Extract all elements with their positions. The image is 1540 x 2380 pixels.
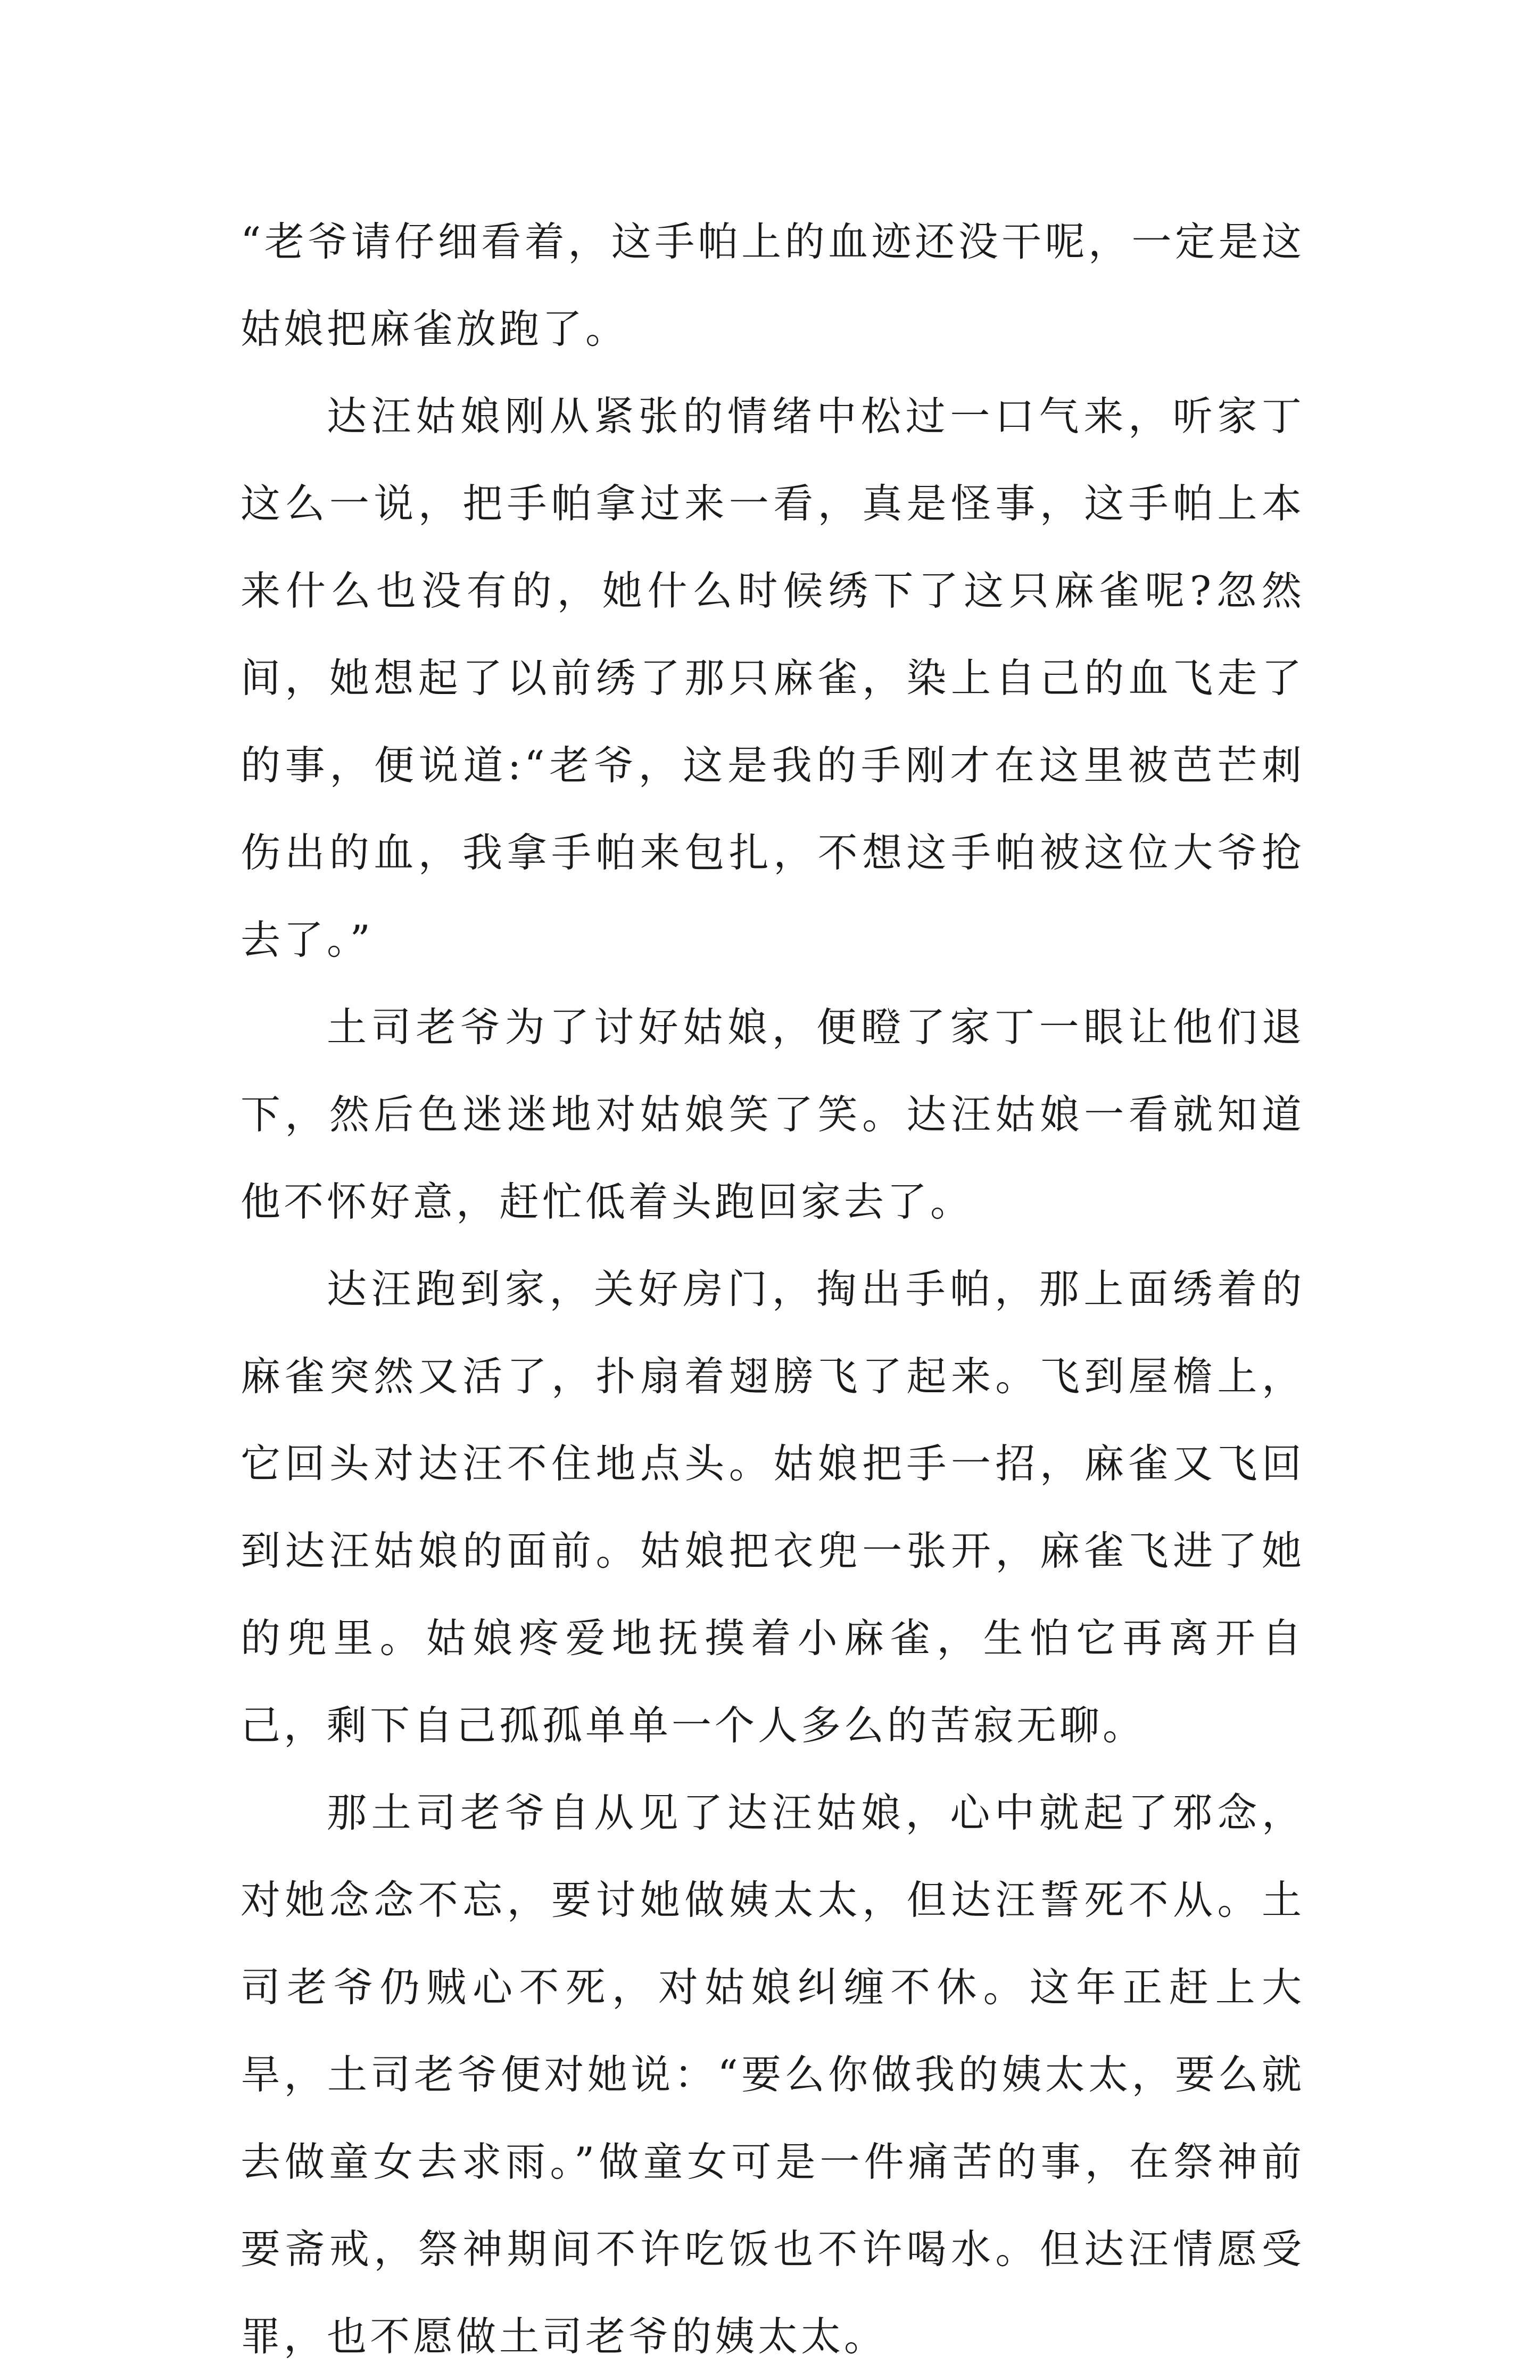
paragraph-3: 土司老爷为了讨好姑娘，便瞪了家丁一眼让他们退下，然后色迷迷地对姑娘笑了笑。达汪姑娘一看就知道他不怀好意，赶忙低着头跑回家去了。 xyxy=(241,1004,1305,1225)
body-text xyxy=(241,198,1305,2380)
paragraph-2: 达汪姑娘刚从紧张的情绪中松过一口气来，听家丁这么一说，把手帕拿过来一看，真是怪事，这手帕上本来什么也没有的，她什么时候绣下了这只麻雀呢?忽然间，她想起了以前绣了那只麻雀，染上自己的血飞走了的事，便说道:“老爷，这是我的手刚才在这里被芭芒刺伤出的血，我拿手帕来包扎，不想这手帕被这位大爷抢去了。” xyxy=(241,393,1305,963)
paragraph-1: “老爷请仔细看着，这手帕上的血迹还没干呢，一定是这姑娘把麻雀放跑了。 xyxy=(241,218,1305,352)
paragraph-4: 达汪跑到家，关好房门，掏出手帕，那上面绣着的麻雀突然又活了，扑扇着翅膀飞了起来。飞到屋檐上，它回头对达汪不住地点头。姑娘把手一招，麻雀又飞回到达汪姑娘的面前。姑娘把衣兜一张开，麻雀飞进了她的兜里。姑娘疼爱地抚摸着小麻雀，生怕它再离开自己，剩下自己孤孤单单一个人多么的苦寂无聊。 xyxy=(241,1266,1305,1749)
paragraph-5: 那土司老爷自从见了达汪姑娘，心中就起了邪念，对她念念不忘，要讨她做姨太太，但达汪誓死不从。土司老爷仍贼心不死，对姑娘纠缠不休。这年正赶上大旱，土司老爷便对她说：“要么你做我的姨太太，要么就去做童女去求雨。”做童女可是一件痛苦的事，在祭神前要斋戒，祭神期间不许吃饭也不许喝水。但达汪情愿受罪，也不愿做土司老爷的姨太太。 xyxy=(241,1789,1305,2360)
